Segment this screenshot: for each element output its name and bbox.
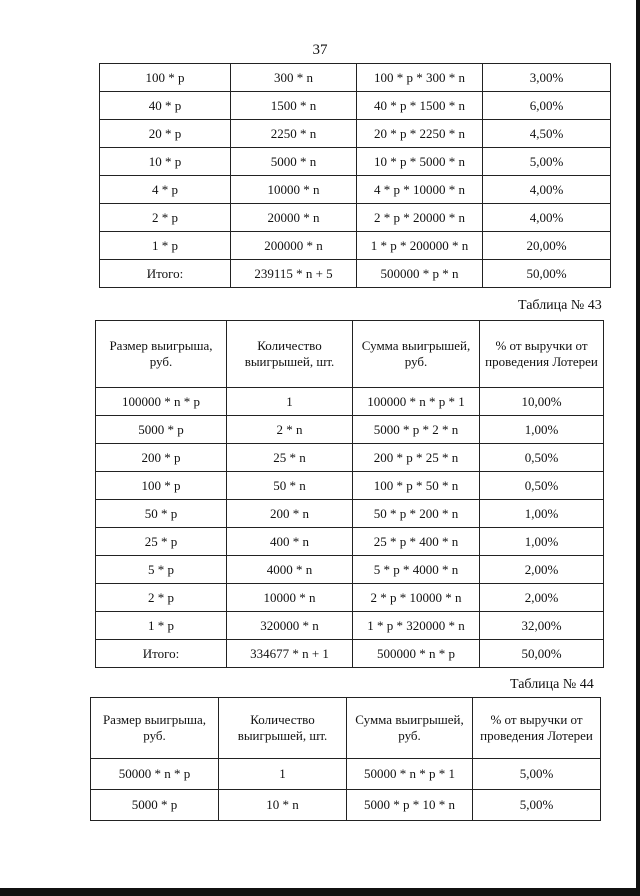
table-cell: 5000 * p bbox=[91, 790, 219, 821]
table-cell: 0,50% bbox=[480, 472, 604, 500]
table-43-caption: Таблица № 43 bbox=[518, 298, 602, 313]
table-cell: 2 * n bbox=[227, 416, 353, 444]
table-cell: 100000 * n * p bbox=[96, 388, 227, 416]
table-cell: 10 * p * 5000 * n bbox=[357, 148, 483, 176]
header-cell: Количество выигрышей, шт. bbox=[219, 698, 347, 759]
table-cell: 4,00% bbox=[483, 204, 611, 232]
table-cell: 0,50% bbox=[480, 444, 604, 472]
table-cell: 4000 * n bbox=[227, 556, 353, 584]
table-cell: 320000 * n bbox=[227, 612, 353, 640]
table-row bbox=[96, 416, 604, 444]
table-cell: 50 * p * 200 * n bbox=[353, 500, 480, 528]
table-cell: 5,00% bbox=[483, 148, 611, 176]
header-cell: Количество выигрышей, шт. bbox=[227, 321, 353, 388]
table-cell: 200 * p * 25 * n bbox=[353, 444, 480, 472]
table-cell: 50000 * n * p bbox=[91, 759, 219, 790]
table-cell: 32,00% bbox=[480, 612, 604, 640]
table-cell: 1,00% bbox=[480, 500, 604, 528]
prize-table-43 bbox=[95, 320, 604, 668]
table-cell: 2 * p bbox=[96, 584, 227, 612]
table-cell: 200 * n bbox=[227, 500, 353, 528]
table-cell: 40 * p bbox=[100, 92, 231, 120]
header-cell: % от выручки от проведения Лотереи bbox=[480, 321, 604, 388]
table-cell: 2 * p * 10000 * n bbox=[353, 584, 480, 612]
table-row bbox=[96, 528, 604, 556]
table-row bbox=[96, 500, 604, 528]
table-cell: 50000 * n * p * 1 bbox=[347, 759, 473, 790]
table-cell: 50,00% bbox=[480, 640, 604, 668]
table-cell: 50 * p bbox=[96, 500, 227, 528]
table-cell: 2250 * n bbox=[231, 120, 357, 148]
table-cell: 5 * p * 4000 * n bbox=[353, 556, 480, 584]
table-cell: 100000 * n * p * 1 bbox=[353, 388, 480, 416]
table-cell: 100 * p bbox=[96, 472, 227, 500]
header-cell: Размер выигрыша, руб. bbox=[96, 321, 227, 388]
table-cell: 10 * n bbox=[219, 790, 347, 821]
table-cell: 20 * p bbox=[100, 120, 231, 148]
table-row bbox=[96, 556, 604, 584]
table-cell: 10000 * n bbox=[227, 584, 353, 612]
table-cell: 5,00% bbox=[473, 759, 601, 790]
table-cell: 300 * n bbox=[231, 64, 357, 92]
table-cell: 2,00% bbox=[480, 584, 604, 612]
table-row bbox=[91, 790, 601, 821]
table-cell: 2 * p * 20000 * n bbox=[357, 204, 483, 232]
table-cell: 20000 * n bbox=[231, 204, 357, 232]
table-row bbox=[100, 260, 611, 288]
table-row bbox=[100, 148, 611, 176]
header-cell: Сумма выигрышей, руб. bbox=[353, 321, 480, 388]
table-cell: 1500 * n bbox=[231, 92, 357, 120]
table-cell: 3,00% bbox=[483, 64, 611, 92]
table-row bbox=[100, 120, 611, 148]
table-cell: 5000 * p * 2 * n bbox=[353, 416, 480, 444]
table-cell: 4 * p * 10000 * n bbox=[357, 176, 483, 204]
header-cell: Сумма выигрышей, руб. bbox=[347, 698, 473, 759]
table-row bbox=[100, 204, 611, 232]
table-row bbox=[96, 444, 604, 472]
table-cell: 50 * n bbox=[227, 472, 353, 500]
table-cell: 100 * p * 50 * n bbox=[353, 472, 480, 500]
header-cell: Размер выигрыша, руб. bbox=[91, 698, 219, 759]
table-cell: 25 * p bbox=[96, 528, 227, 556]
table-cell: 10,00% bbox=[480, 388, 604, 416]
table-cell: 100 * p * 300 * n bbox=[357, 64, 483, 92]
table-cell: 4 * p bbox=[100, 176, 231, 204]
table-cell: 334677 * n + 1 bbox=[227, 640, 353, 668]
prize-table-continued bbox=[99, 63, 611, 288]
scan-edge-right bbox=[636, 0, 640, 896]
table-cell: Итого: bbox=[100, 260, 231, 288]
table-cell: 6,00% bbox=[483, 92, 611, 120]
table-cell: 1 bbox=[219, 759, 347, 790]
scan-edge-bottom bbox=[0, 888, 640, 896]
table-cell: Итого: bbox=[96, 640, 227, 668]
table-row bbox=[100, 64, 611, 92]
table-row bbox=[96, 388, 604, 416]
table-cell: 1 * p * 200000 * n bbox=[357, 232, 483, 260]
table-cell: 5000 * p bbox=[96, 416, 227, 444]
table-cell: 5,00% bbox=[473, 790, 601, 821]
table-cell: 400 * n bbox=[227, 528, 353, 556]
table-cell: 2,00% bbox=[480, 556, 604, 584]
table-row bbox=[100, 232, 611, 260]
header-cell: % от выручки от проведения Лотереи bbox=[473, 698, 601, 759]
page-number: 37 bbox=[312, 42, 328, 58]
table-cell: 200000 * n bbox=[231, 232, 357, 260]
table-row bbox=[96, 472, 604, 500]
table-cell: 239115 * n + 5 bbox=[231, 260, 357, 288]
table-cell: 4,00% bbox=[483, 176, 611, 204]
table-header-row bbox=[96, 321, 604, 388]
table-row bbox=[91, 759, 601, 790]
table-cell: 1,00% bbox=[480, 416, 604, 444]
table-cell: 25 * p * 400 * n bbox=[353, 528, 480, 556]
table-cell: 5000 * p * 10 * n bbox=[347, 790, 473, 821]
table-cell: 5000 * n bbox=[231, 148, 357, 176]
table-cell: 500000 * n * p bbox=[353, 640, 480, 668]
table-row bbox=[96, 640, 604, 668]
table-cell: 500000 * p * n bbox=[357, 260, 483, 288]
table-cell: 100 * p bbox=[100, 64, 231, 92]
table-cell: 1 bbox=[227, 388, 353, 416]
table-cell: 10000 * n bbox=[231, 176, 357, 204]
table-cell: 40 * p * 1500 * n bbox=[357, 92, 483, 120]
table-cell: 20 * p * 2250 * n bbox=[357, 120, 483, 148]
table-cell: 50,00% bbox=[483, 260, 611, 288]
table-cell: 2 * p bbox=[100, 204, 231, 232]
table-cell: 4,50% bbox=[483, 120, 611, 148]
table-44-caption: Таблица № 44 bbox=[510, 677, 594, 692]
table-row bbox=[100, 92, 611, 120]
table-cell: 20,00% bbox=[483, 232, 611, 260]
table-cell: 1 * p bbox=[96, 612, 227, 640]
table-cell: 5 * p bbox=[96, 556, 227, 584]
table-header-row bbox=[91, 698, 601, 759]
table-cell: 1,00% bbox=[480, 528, 604, 556]
table-row bbox=[96, 584, 604, 612]
table-row bbox=[96, 612, 604, 640]
prize-table-44 bbox=[90, 697, 601, 821]
table-cell: 1 * p * 320000 * n bbox=[353, 612, 480, 640]
table-cell: 200 * p bbox=[96, 444, 227, 472]
table-cell: 25 * n bbox=[227, 444, 353, 472]
table-cell: 1 * p bbox=[100, 232, 231, 260]
table-cell: 10 * p bbox=[100, 148, 231, 176]
table-row bbox=[100, 176, 611, 204]
